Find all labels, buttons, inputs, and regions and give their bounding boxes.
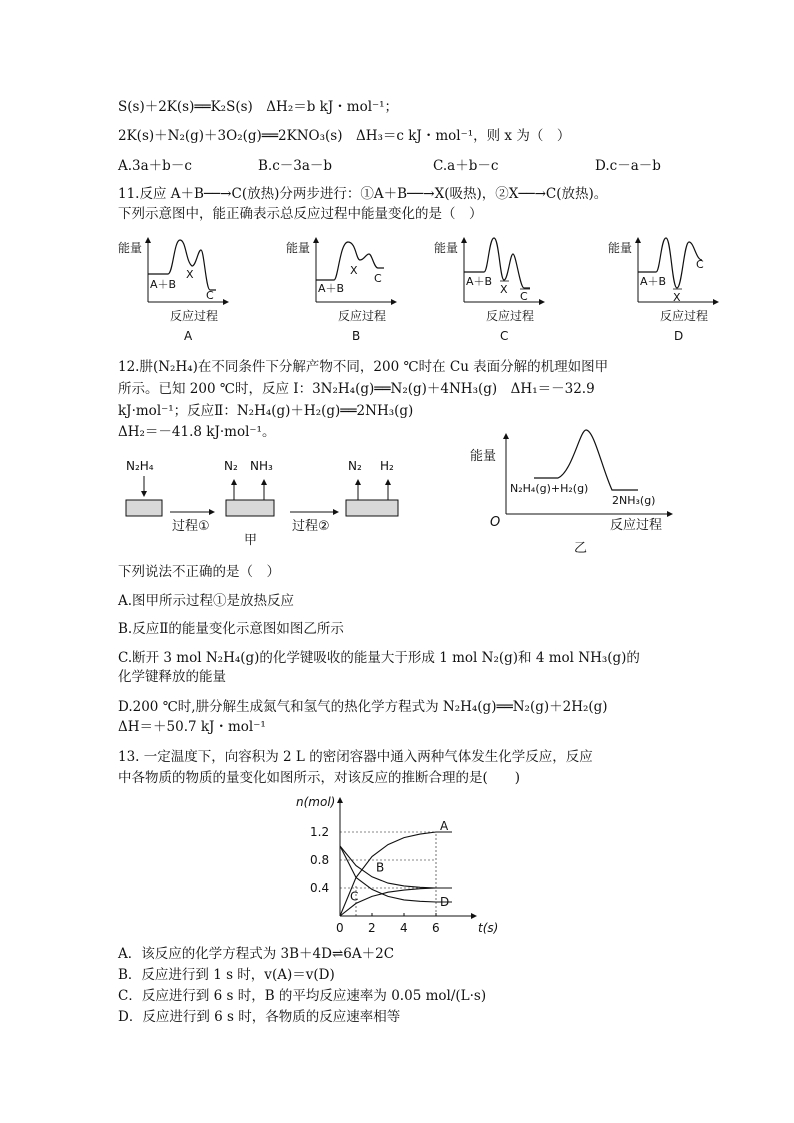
jia-process2-label: 过程②	[292, 519, 330, 534]
q11-diagram-d	[608, 238, 718, 343]
q13-stem-line1: 13. 一定温度下，向容积为 2 L 的密闭容器中通入两种气体发生化学反应，反应	[118, 749, 593, 765]
q11-diagram-c	[434, 238, 544, 343]
q13-y-label: n(mol)	[296, 795, 336, 809]
jia-nh3-label: NH₃	[250, 459, 273, 473]
yi-product: 2NH₃(g)	[612, 494, 656, 507]
q11-a-c: C	[206, 289, 214, 302]
q11-a-x: X	[186, 268, 194, 281]
q13-x-tick-0: 0	[336, 921, 344, 935]
jia-n2-label-2: N₂	[348, 459, 362, 473]
q12-figure-yi	[462, 428, 682, 558]
q13-series-label-B: B	[376, 860, 385, 875]
q13-y-tick-0.4: 0.4	[310, 881, 330, 895]
q11-c-c: C	[520, 290, 528, 303]
q11-d-c: C	[696, 258, 704, 271]
q11-c-x: X	[500, 283, 508, 296]
jia-cu-surface-1	[126, 500, 162, 516]
q11-diagram-b	[286, 238, 396, 343]
q11-d-x-label: 反应过程	[660, 309, 709, 323]
q13-option-c: C．反应进行到 6 s 时，B 的平均反应速率为 0.05 mol/(L·s)	[118, 988, 487, 1004]
yi-y-label: 能量	[470, 449, 497, 464]
q11-energy-diagrams	[110, 232, 730, 347]
q11-a-x-label: 反应过程	[170, 309, 219, 323]
q10-option-c: C.a＋b－c	[433, 158, 499, 174]
q11-a-reactant: A＋B	[150, 278, 177, 291]
jia-h2-label: H₂	[380, 459, 394, 473]
yi-origin: O	[490, 515, 501, 530]
q12-option-d2: ΔH＝＋50.7 kJ・mol⁻¹	[118, 719, 266, 735]
q13-x-tick-4: 4	[400, 921, 408, 935]
q12-figure-jia	[118, 450, 418, 550]
q11-c-y-label: 能量	[434, 241, 459, 255]
q13-chart	[294, 792, 504, 940]
q12-stem-line3: kJ·mol⁻¹；反应Ⅱ：N₂H₄(g)＋H₂(g)══2NH₃(g)	[118, 403, 414, 419]
q11-stem-line1: 11.反应 A＋B──→C(放热)分两步进行：①A＋B──→X(吸热)，②X──→C(放热)。	[118, 186, 608, 202]
reaction-eq3: 2K(s)＋N₂(g)＋3O₂(g)══2KNO₃(s) ΔH₃＝c kJ・mol⁻¹，则 x 为（ ）	[118, 128, 571, 144]
q10-option-d: D.c－a－b	[595, 158, 661, 174]
q11-b-c: C	[374, 272, 382, 285]
q13-series-label-D: D	[440, 895, 450, 909]
q12-option-c1: C.断开 3 mol N₂H₄(g)的化学键吸收的能量大于形成 1 mol N₂(g)和 4 mol NH₃(g)的	[118, 650, 640, 666]
q13-series-label-A: A	[440, 819, 449, 833]
q13-x-label: t(s)	[478, 921, 499, 935]
q11-b-letter: B	[352, 329, 361, 343]
jia-n2h4-label: N₂H₄	[126, 459, 154, 473]
q11-c-x-label: 反应过程	[486, 309, 535, 323]
q11-a-y-label: 能量	[118, 241, 143, 255]
q13-option-a: A．该反应的化学方程式为 3B＋4D⇌6A＋2C	[118, 946, 395, 962]
q13-series-B	[340, 846, 452, 888]
q12-stem-line1: 12.肼(N₂H₄)在不同条件下分解产物不同，200 ℃时在 Cu 表面分解的机理如图甲	[118, 359, 609, 375]
q10-option-b: B.c－3a－b	[258, 158, 333, 174]
q11-d-y-label: 能量	[608, 241, 633, 255]
q13-stem-line2: 中各物质的物质的量变化如图所示，对该反应的推断合理的是( )	[118, 770, 521, 786]
q11-d-x: X	[673, 291, 681, 304]
q12-question: 下列说法不正确的是（ ）	[118, 564, 280, 580]
q12-stem-line4: ΔH₂＝－41.8 kJ·mol⁻¹。	[118, 424, 276, 440]
q12-option-a: A.图甲所示过程①是放热反应	[118, 593, 295, 609]
q11-stem-line2: 下列示意图中，能正确表示总反应过程中能量变化的是（ ）	[118, 206, 483, 222]
q11-b-x-label: 反应过程	[338, 309, 387, 323]
yi-curve	[534, 430, 638, 490]
q12-option-c2: 化学键释放的能量	[118, 669, 226, 685]
q11-c-letter: C	[500, 329, 509, 343]
q11-b-reactant: A＋B	[318, 282, 345, 295]
q13-x-tick-6: 6	[432, 921, 440, 935]
q11-a-letter: A	[184, 329, 193, 343]
q11-c-reactant: A＋B	[466, 275, 493, 288]
q12-option-b: B.反应Ⅱ的能量变化示意图如图乙所示	[118, 621, 344, 637]
q10-option-a: A.3a＋b－c	[118, 158, 192, 174]
yi-caption: 乙	[574, 541, 588, 556]
q13-y-tick-0.8: 0.8	[310, 853, 330, 867]
jia-caption: 甲	[244, 533, 258, 548]
q13-option-b: B．反应进行到 1 s 时，v(A)＝v(D)	[118, 967, 335, 983]
q11-b-y-label: 能量	[286, 241, 311, 255]
yi-reactant: N₂H₄(g)+H₂(g)	[510, 482, 589, 495]
q13-series-label-C: C	[350, 889, 359, 904]
q11-d-reactant: A＋B	[640, 275, 667, 288]
q13-x-tick-2: 2	[368, 921, 376, 935]
q11-d-letter: D	[674, 329, 684, 343]
jia-cu-surface-3	[346, 500, 398, 516]
q11-b-x: X	[350, 264, 358, 277]
q12-stem-line2: 所示。已知 200 ℃时，反应 Ⅰ：3N₂H₄(g)══N₂(g)＋4NH₃(g) ΔH₁＝－32.9	[118, 381, 595, 397]
q13-option-d: D．反应进行到 6 s 时，各物质的反应速率相等	[118, 1009, 401, 1025]
jia-cu-surface-2	[226, 500, 274, 516]
jia-process1-label: 过程①	[172, 519, 210, 534]
reaction-eq2: S(s)＋2K(s)══K₂S(s) ΔH₂＝b kJ・mol⁻¹；	[118, 99, 399, 115]
jia-n2-label: N₂	[224, 459, 238, 473]
yi-x-label: 反应过程	[610, 518, 663, 533]
q13-y-tick-1.2: 1.2	[310, 825, 330, 839]
q12-option-d1: D.200 ℃时,肼分解生成氮气和氢气的热化学方程式为 N₂H₄(g)══N₂(g)＋2H₂(g)	[118, 699, 608, 715]
q11-diagram-a	[118, 238, 228, 343]
